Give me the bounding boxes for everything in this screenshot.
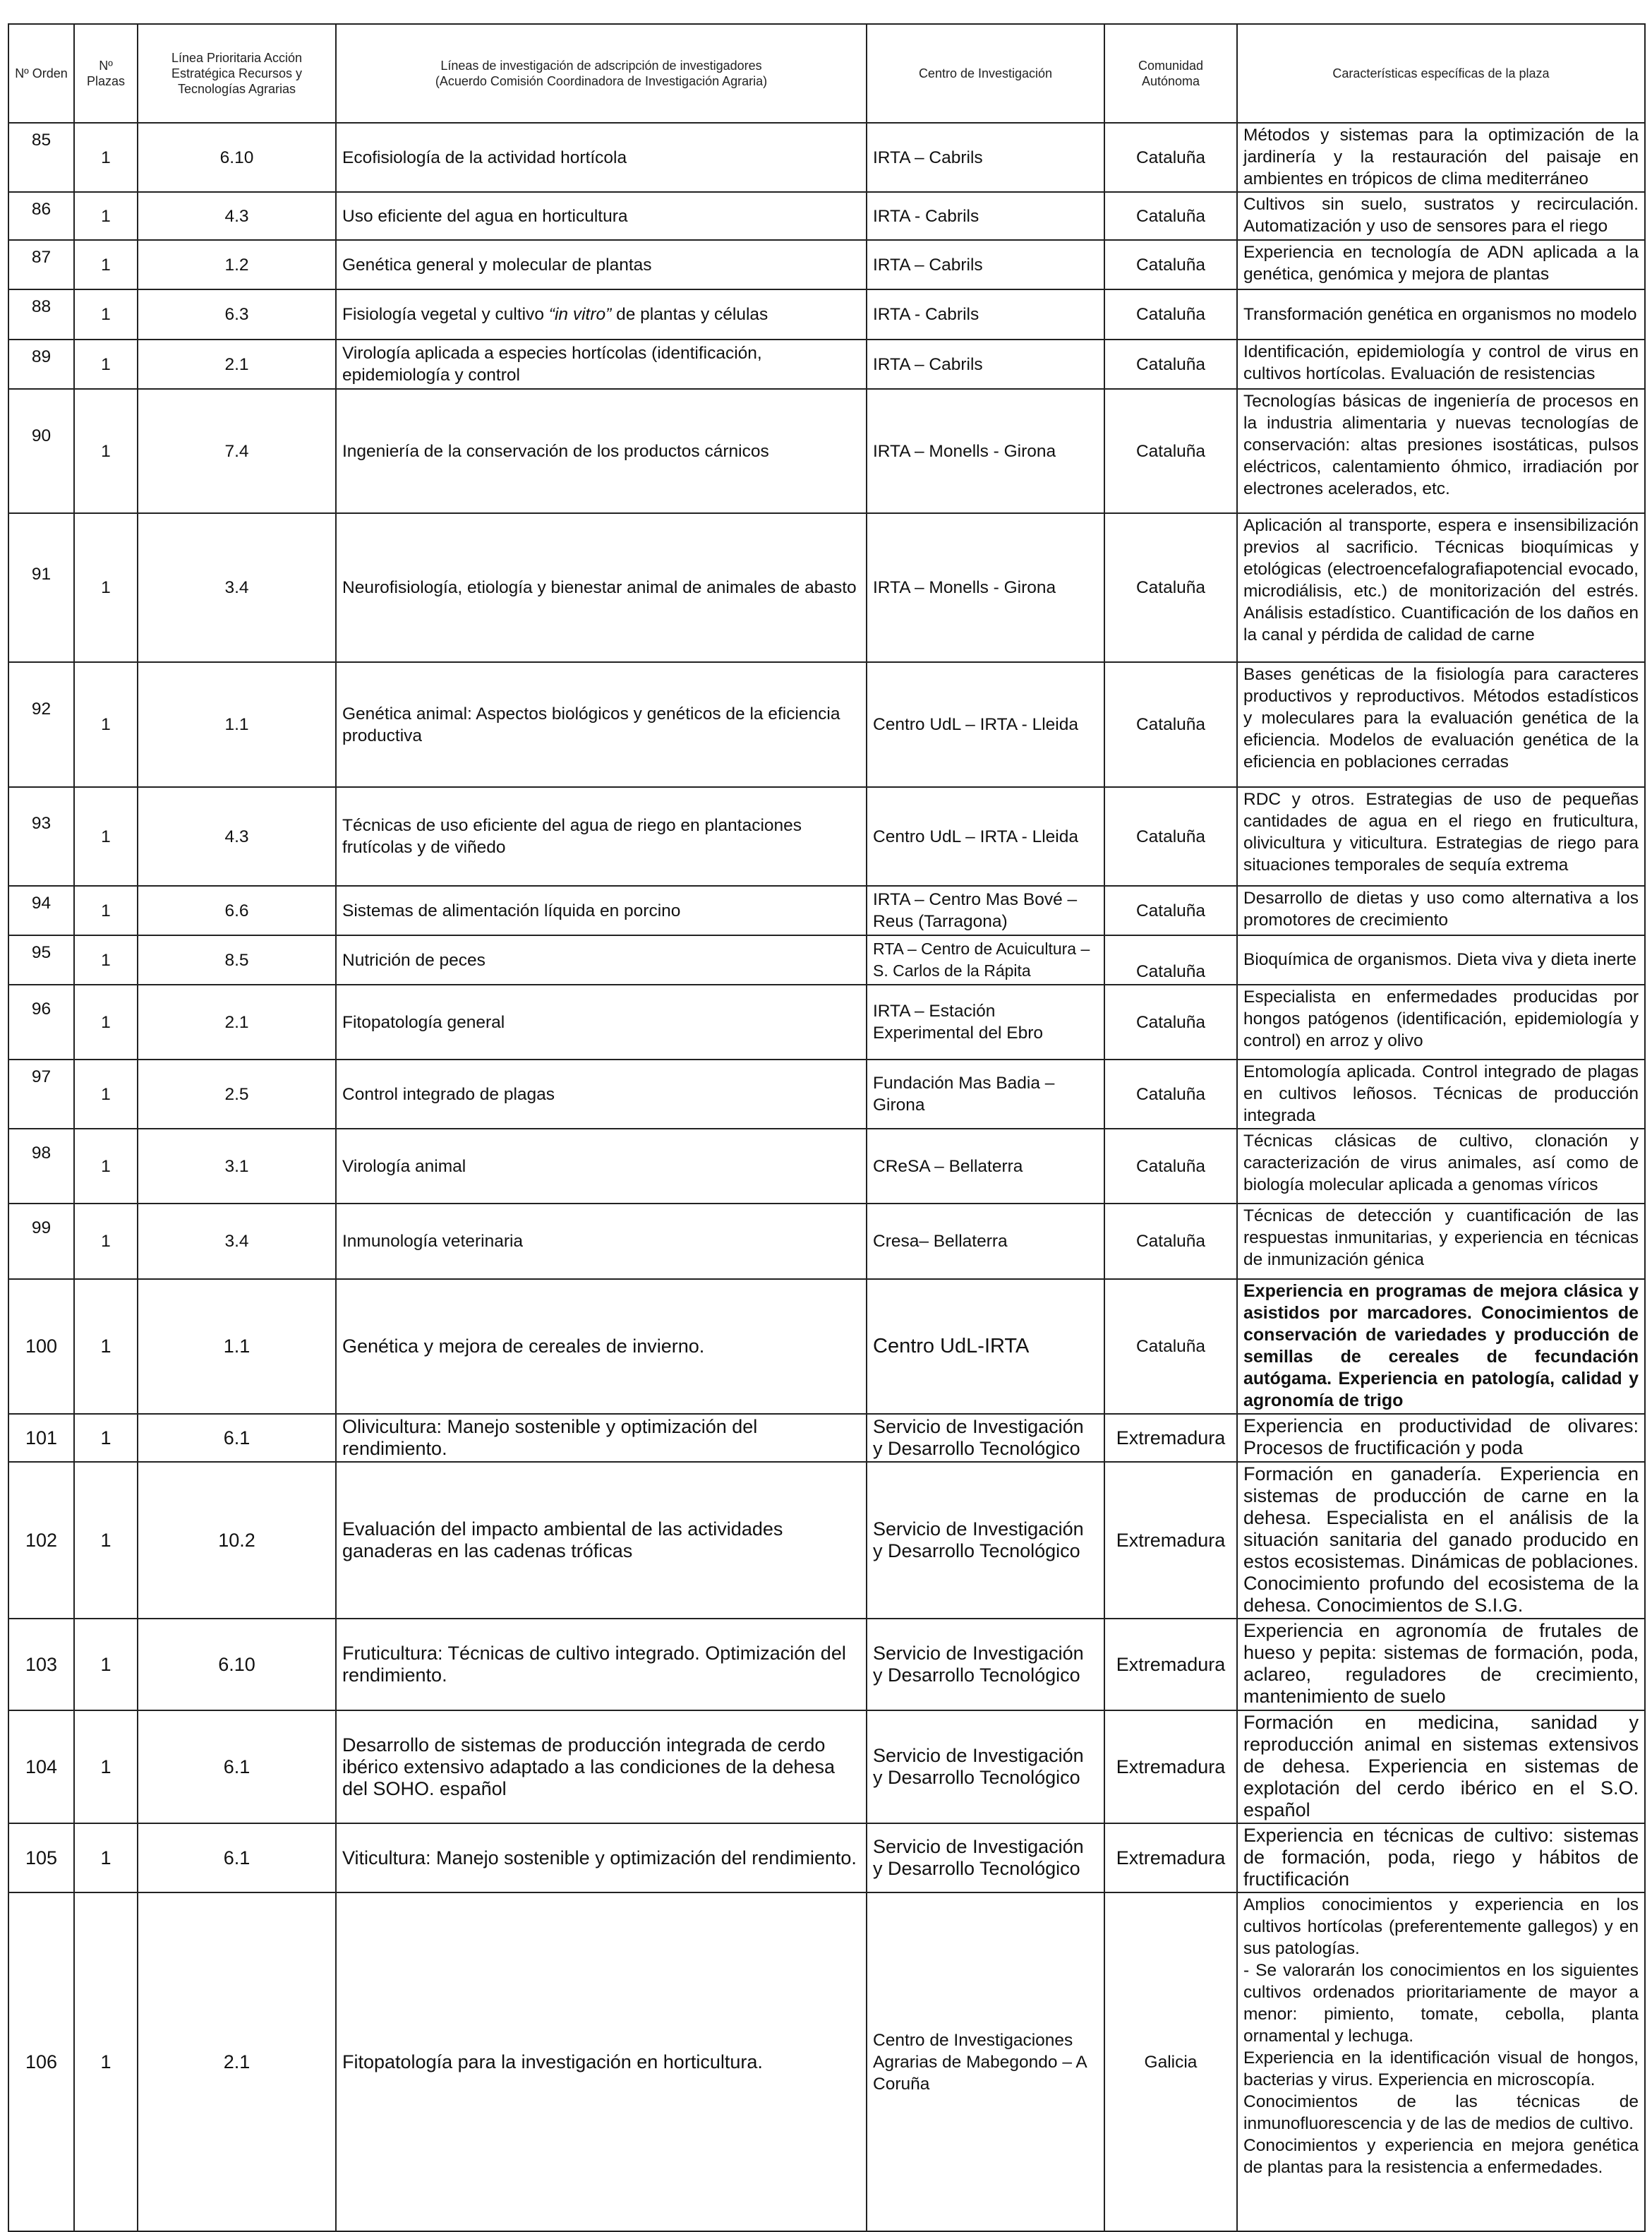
- table-row: [8, 1823, 1645, 1892]
- cell-investigacion: Fruticultura: Técnicas de cultivo integrado. Optimización del rendimiento.: [336, 1619, 867, 1710]
- cell-plazas: 1: [74, 289, 138, 340]
- cell-comunidad: Cataluña: [1104, 123, 1237, 192]
- cell-comunidad: Cataluña: [1104, 787, 1237, 886]
- cell-caracteristicas: Tecnologías básicas de ingeniería de procesos en la industria alimentaria y nuevas tecnologías de conservación: altas presiones isostáticas, pulsos eléctricos, calentamiento óhmico, irradiación por electrones acelerados, etc.: [1237, 389, 1645, 513]
- cell-centro: Fundación Mas Badia – Girona: [867, 1060, 1104, 1129]
- cell-investigacion: Evaluación del impacto ambiental de las actividades ganaderas en las cadenas tróficas: [336, 1462, 867, 1619]
- table-row: [8, 1129, 1645, 1204]
- cell-orden: 104: [8, 1710, 74, 1823]
- table-row: [8, 787, 1645, 886]
- cell-linea: 7.4: [138, 389, 336, 513]
- cell-investigacion: Técnicas de uso eficiente del agua de riego en plantaciones frutícolas y de viñedo: [336, 787, 867, 886]
- cell-comunidad: Extremadura: [1104, 1619, 1237, 1710]
- cell-plazas: 1: [74, 1823, 138, 1892]
- cell-caracteristicas: Cultivos sin suelo, sustratos y recirculación. Automatización y uso de sensores para el riego: [1237, 192, 1645, 240]
- cell-linea: 1.1: [138, 1279, 336, 1414]
- cell-centro: Centro UdL – IRTA - Lleida: [867, 787, 1104, 886]
- cell-orden: 93: [8, 787, 74, 886]
- cell-linea: 6.1: [138, 1823, 336, 1892]
- cell-linea: 6.10: [138, 123, 336, 192]
- cell-comunidad: Cataluña: [1104, 389, 1237, 513]
- caracteristicas-line: Conocimientos y experiencia en mejora genética de plantas para la resistencia a enfermedades.: [1243, 2136, 1639, 2177]
- cell-linea: 4.3: [138, 192, 336, 240]
- cell-centro: IRTA – Monells - Girona: [867, 513, 1104, 662]
- cell-linea: 6.1: [138, 1414, 336, 1462]
- cell-plazas: 1: [74, 787, 138, 886]
- table-row: [8, 389, 1645, 513]
- cell-linea: 3.4: [138, 1204, 336, 1279]
- cell-investigacion: [336, 289, 867, 340]
- cell-centro: IRTA – Estación Experimental del Ebro: [867, 985, 1104, 1060]
- investigacion-emphasis: “in vitro”: [548, 305, 612, 324]
- cell-comunidad: Cataluña: [1104, 340, 1237, 389]
- cell-orden: 106: [8, 1892, 74, 2231]
- investigacion-text: Fisiología vegetal y cultivo: [342, 305, 549, 324]
- cell-caracteristicas: Formación en medicina, sanidad y reproducción animal en sistemas extensivos de dehesa. Experiencia en sistemas de explotación del cerdo ibérico en el S.O. español: [1237, 1710, 1645, 1823]
- cell-investigacion: Viticultura: Manejo sostenible y optimización del rendimiento.: [336, 1823, 867, 1892]
- table-row: [8, 662, 1645, 787]
- table-row: [8, 985, 1645, 1060]
- cell-plazas: 1: [74, 1204, 138, 1279]
- cell-plazas: 1: [74, 1462, 138, 1619]
- cell-caracteristicas: Experiencia en agronomía de frutales de hueso y pepita: sistemas de formación, poda, aclareo, reguladores de crecimiento, mantenimiento de suelo: [1237, 1619, 1645, 1710]
- cell-centro: IRTA – Monells - Girona: [867, 389, 1104, 513]
- table-row: [8, 1060, 1645, 1129]
- cell-caracteristicas: Especialista en enfermedades producidas por hongos patógenos (identificación, epidemiología y control) en arroz y olivo: [1237, 985, 1645, 1060]
- cell-linea: 2.1: [138, 1892, 336, 2231]
- cell-comunidad: Cataluña: [1104, 289, 1237, 340]
- cell-orden: 91: [8, 513, 74, 662]
- cell-caracteristicas: [1237, 1892, 1645, 2231]
- cell-orden: 87: [8, 240, 74, 289]
- cell-orden: 102: [8, 1462, 74, 1619]
- cell-plazas: 1: [74, 389, 138, 513]
- cell-investigacion: Virología animal: [336, 1129, 867, 1204]
- header-centro: Centro de Investigación: [867, 24, 1104, 123]
- cell-comunidad: Cataluña: [1104, 935, 1237, 985]
- investigacion-text: de plantas y células: [611, 305, 768, 324]
- caracteristicas-line: Experiencia en la identificación visual de hongos, bacterias y virus. Experiencia en microscopía.: [1243, 2048, 1639, 2089]
- cell-linea: 6.6: [138, 886, 336, 935]
- cell-centro: Centro UdL – IRTA - Lleida: [867, 662, 1104, 787]
- cell-orden: 101: [8, 1414, 74, 1462]
- cell-comunidad: Extremadura: [1104, 1823, 1237, 1892]
- cell-caracteristicas: Experiencia en programas de mejora clásica y asistidos por marcadores. Conocimientos de conservación de variedades y producción de semillas de cereales de fecundación autógama. Experiencia en patología, calidad y agronomía de trigo: [1237, 1279, 1645, 1414]
- cell-plazas: 1: [74, 513, 138, 662]
- cell-centro: CReSA – Bellaterra: [867, 1129, 1104, 1204]
- cell-investigacion: Control integrado de plagas: [336, 1060, 867, 1129]
- cell-caracteristicas: Identificación, epidemiología y control de virus en cultivos hortícolas. Evaluación de resistencias: [1237, 340, 1645, 389]
- cell-orden: 85: [8, 123, 74, 192]
- cell-plazas: 1: [74, 1619, 138, 1710]
- cell-centro: IRTA – Cabrils: [867, 123, 1104, 192]
- header-plazas: Nº Plazas: [74, 24, 138, 123]
- cell-orden: 96: [8, 985, 74, 1060]
- cell-investigacion: Sistemas de alimentación líquida en porcino: [336, 886, 867, 935]
- cell-caracteristicas: Experiencia en técnicas de cultivo: sistemas de formación, poda, riego y hábitos de fructificación: [1237, 1823, 1645, 1892]
- cell-comunidad: Cataluña: [1104, 1204, 1237, 1279]
- table-row: [8, 1414, 1645, 1462]
- cell-caracteristicas: Bases genéticas de la fisiología para caracteres productivos y reproductivos. Métodos estadísticos y moleculares para la evaluación genética de la eficiencia. Modelos de evaluación genética de la eficiencia en poblaciones cerradas: [1237, 662, 1645, 787]
- cell-comunidad: Cataluña: [1104, 1060, 1237, 1129]
- table-row: [8, 1279, 1645, 1414]
- cell-investigacion: Inmunología veterinaria: [336, 1204, 867, 1279]
- cell-orden: 89: [8, 340, 74, 389]
- cell-investigacion: Nutrición de peces: [336, 935, 867, 985]
- cell-plazas: 1: [74, 1710, 138, 1823]
- cell-orden: 95: [8, 935, 74, 985]
- cell-comunidad: Cataluña: [1104, 240, 1237, 289]
- cell-investigacion: Uso eficiente del agua en horticultura: [336, 192, 867, 240]
- table-row: [8, 1204, 1645, 1279]
- cell-plazas: 1: [74, 240, 138, 289]
- cell-comunidad: Galicia: [1104, 1892, 1237, 2231]
- cell-caracteristicas: Entomología aplicada. Control integrado de plagas en cultivos leñosos. Técnicas de producción integrada: [1237, 1060, 1645, 1129]
- cell-linea: 6.1: [138, 1710, 336, 1823]
- cell-comunidad: Cataluña: [1104, 513, 1237, 662]
- cell-centro: IRTA - Cabrils: [867, 192, 1104, 240]
- cell-plazas: 1: [74, 1060, 138, 1129]
- cell-caracteristicas: Experiencia en productividad de olivares: Procesos de fructificación y poda: [1237, 1414, 1645, 1462]
- cell-linea: 8.5: [138, 935, 336, 985]
- cell-plazas: 1: [74, 1892, 138, 2231]
- cell-linea: 3.4: [138, 513, 336, 662]
- cell-plazas: 1: [74, 886, 138, 935]
- table-row: [8, 1462, 1645, 1619]
- header-orden: Nº Orden: [8, 24, 74, 123]
- cell-centro: Cresa– Bellaterra: [867, 1204, 1104, 1279]
- cell-investigacion: Genética y mejora de cereales de invierno.: [336, 1279, 867, 1414]
- cell-comunidad: Cataluña: [1104, 1129, 1237, 1204]
- cell-plazas: 1: [74, 935, 138, 985]
- cell-investigacion: Desarrollo de sistemas de producción integrada de cerdo ibérico extensivo adaptado a las condiciones de la dehesa del SOHO. español: [336, 1710, 867, 1823]
- cell-plazas: 1: [74, 1129, 138, 1204]
- cell-linea: 6.10: [138, 1619, 336, 1710]
- cell-orden: 97: [8, 1060, 74, 1129]
- cell-comunidad: Extremadura: [1104, 1414, 1237, 1462]
- cell-orden: 86: [8, 192, 74, 240]
- cell-orden: 88: [8, 289, 74, 340]
- cell-orden: 94: [8, 886, 74, 935]
- table-row: [8, 886, 1645, 935]
- cell-orden: 100: [8, 1279, 74, 1414]
- cell-caracteristicas: Técnicas de detección y cuantificación de las respuestas inmunitarias, y experiencia en técnicas de inmunización génica: [1237, 1204, 1645, 1279]
- cell-investigacion: Olivicultura: Manejo sostenible y optimización del rendimiento.: [336, 1414, 867, 1462]
- table-row: [8, 289, 1645, 340]
- cell-caracteristicas: Formación en ganadería. Experiencia en sistemas de producción de carne en la dehesa. Especialista en el análisis de la situación sanitaria del ganado producido en estos ecosistemas. Dinámicas de poblaciones. Conocimiento profundo del ecosistema de la dehesa. Conocimientos de S.I.G.: [1237, 1462, 1645, 1619]
- cell-plazas: 1: [74, 340, 138, 389]
- cell-caracteristicas: Experiencia en tecnología de ADN aplicada a la genética, genómica y mejora de plantas: [1237, 240, 1645, 289]
- table-row: [8, 123, 1645, 192]
- caracteristicas-line: - Se valorarán los conocimientos en los siguientes cultivos ordenados prioritariamente de mayor a menor: pimiento, tomate, cebolla, planta ornamental y lechuga.: [1243, 1961, 1639, 2046]
- cell-comunidad: Extremadura: [1104, 1462, 1237, 1619]
- cell-centro: Centro de Investigaciones Agrarias de Mabegondo – A Coruña: [867, 1892, 1104, 2231]
- header-investigacion-note: (Acuerdo Comisión Coordinadora de Investigación Agraria): [435, 74, 768, 88]
- caracteristicas-line: Amplios conocimientos y experiencia en los cultivos hortícolas (preferentemente gallegos) y en sus patologías.: [1243, 1895, 1639, 1958]
- cell-plazas: 1: [74, 662, 138, 787]
- cell-caracteristicas: Aplicación al transporte, espera e insensibilización previos al sacrificio. Técnicas bioquímicas y etológicas (electroencefalografiapotencial evocado, microdiálisis, etc.) de monitorización del estrés. Análisis estadístico. Cuantificación de los daños en la canal y pérdida de calidad de carne: [1237, 513, 1645, 662]
- plazas-table: [8, 23, 1646, 2232]
- cell-linea: 10.2: [138, 1462, 336, 1619]
- cell-investigacion: Genética general y molecular de plantas: [336, 240, 867, 289]
- cell-orden: 103: [8, 1619, 74, 1710]
- header-comunidad: Comunidad Autónoma: [1104, 24, 1237, 123]
- cell-caracteristicas: Desarrollo de dietas y uso como alternativa a los promotores de crecimiento: [1237, 886, 1645, 935]
- cell-comunidad: Extremadura: [1104, 1710, 1237, 1823]
- table-row: [8, 935, 1645, 985]
- cell-linea: 2.5: [138, 1060, 336, 1129]
- cell-comunidad: Cataluña: [1104, 192, 1237, 240]
- header-caracteristicas: Características específicas de la plaza: [1237, 24, 1645, 123]
- cell-linea: 4.3: [138, 787, 336, 886]
- cell-investigacion: Fitopatología para la investigación en horticultura.: [336, 1892, 867, 2231]
- cell-centro: IRTA – Cabrils: [867, 340, 1104, 389]
- cell-linea: 1.1: [138, 662, 336, 787]
- cell-centro: Centro UdL-IRTA: [867, 1279, 1104, 1414]
- cell-linea: 2.1: [138, 985, 336, 1060]
- cell-centro: Servicio de Investigación y Desarrollo Tecnológico: [867, 1823, 1104, 1892]
- table-row: [8, 340, 1645, 389]
- cell-centro: Servicio de Investigación y Desarrollo Tecnológico: [867, 1619, 1104, 1710]
- table-row: [8, 1710, 1645, 1823]
- cell-centro: Servicio de Investigación y Desarrollo Tecnológico: [867, 1414, 1104, 1462]
- cell-orden: 90: [8, 389, 74, 513]
- cell-orden: 92: [8, 662, 74, 787]
- caracteristicas-line: Conocimientos de las técnicas de inmunofluorescencia y de las de medios de cultivo.: [1243, 2092, 1639, 2133]
- cell-caracteristicas: RDC y otros. Estrategias de uso de pequeñas cantidades de agua en el riego en fruticultura, olivicultura y viticultura. Estrategias de riego para situaciones temporales de sequía extrema: [1237, 787, 1645, 886]
- cell-investigacion: Ingeniería de la conservación de los productos cárnicos: [336, 389, 867, 513]
- cell-caracteristicas: Técnicas clásicas de cultivo, clonación y caracterización de virus animales, así como de biología molecular aplicada a genomas víricos: [1237, 1129, 1645, 1204]
- cell-investigacion: Genética animal: Aspectos biológicos y genéticos de la eficiencia productiva: [336, 662, 867, 787]
- table-row: [8, 240, 1645, 289]
- cell-caracteristicas: Bioquímica de organismos. Dieta viva y dieta inerte: [1237, 935, 1645, 985]
- cell-investigacion: Neurofisiología, etiología y bienestar animal de animales de abasto: [336, 513, 867, 662]
- cell-centro: RTA – Centro de Acuicultura – S. Carlos de la Rápita: [867, 935, 1104, 985]
- cell-investigacion: Virología aplicada a especies hortícolas (identificación, epidemiología y control: [336, 340, 867, 389]
- table-header-row: [8, 24, 1645, 123]
- header-investigacion: [336, 24, 867, 123]
- cell-plazas: 1: [74, 192, 138, 240]
- table-row: [8, 192, 1645, 240]
- cell-investigacion: Fitopatología general: [336, 985, 867, 1060]
- cell-orden: 99: [8, 1204, 74, 1279]
- cell-centro: Servicio de Investigación y Desarrollo Tecnológico: [867, 1710, 1104, 1823]
- cell-orden: 105: [8, 1823, 74, 1892]
- cell-centro: IRTA – Cabrils: [867, 240, 1104, 289]
- cell-caracteristicas: Métodos y sistemas para la optimización de la jardinería y la restauración del paisaje en ambientes en trópicos de clima mediterráneo: [1237, 123, 1645, 192]
- header-linea: Línea Prioritaria Acción Estratégica Recursos y Tecnologías Agrarias: [138, 24, 336, 123]
- cell-linea: 6.3: [138, 289, 336, 340]
- cell-comunidad: Cataluña: [1104, 886, 1237, 935]
- table-row: [8, 1619, 1645, 1710]
- cell-linea: 2.1: [138, 340, 336, 389]
- cell-centro: Servicio de Investigación y Desarrollo Tecnológico: [867, 1462, 1104, 1619]
- cell-linea: 1.2: [138, 240, 336, 289]
- cell-comunidad: Cataluña: [1104, 985, 1237, 1060]
- cell-investigacion: Ecofisiología de la actividad hortícola: [336, 123, 867, 192]
- cell-plazas: 1: [74, 1279, 138, 1414]
- cell-plazas: 1: [74, 1414, 138, 1462]
- cell-comunidad: Cataluña: [1104, 662, 1237, 787]
- cell-caracteristicas: Transformación genética en organismos no modelo: [1237, 289, 1645, 340]
- header-investigacion-title: Líneas de investigación de adscripción de investigadores: [440, 59, 762, 73]
- cell-comunidad: Cataluña: [1104, 1279, 1237, 1414]
- cell-orden: 98: [8, 1129, 74, 1204]
- table-row: [8, 513, 1645, 662]
- table-row: [8, 1892, 1645, 2231]
- cell-plazas: 1: [74, 123, 138, 192]
- cell-centro: IRTA – Centro Mas Bové – Reus (Tarragona): [867, 886, 1104, 935]
- cell-centro: IRTA - Cabrils: [867, 289, 1104, 340]
- cell-plazas: 1: [74, 985, 138, 1060]
- cell-linea: 3.1: [138, 1129, 336, 1204]
